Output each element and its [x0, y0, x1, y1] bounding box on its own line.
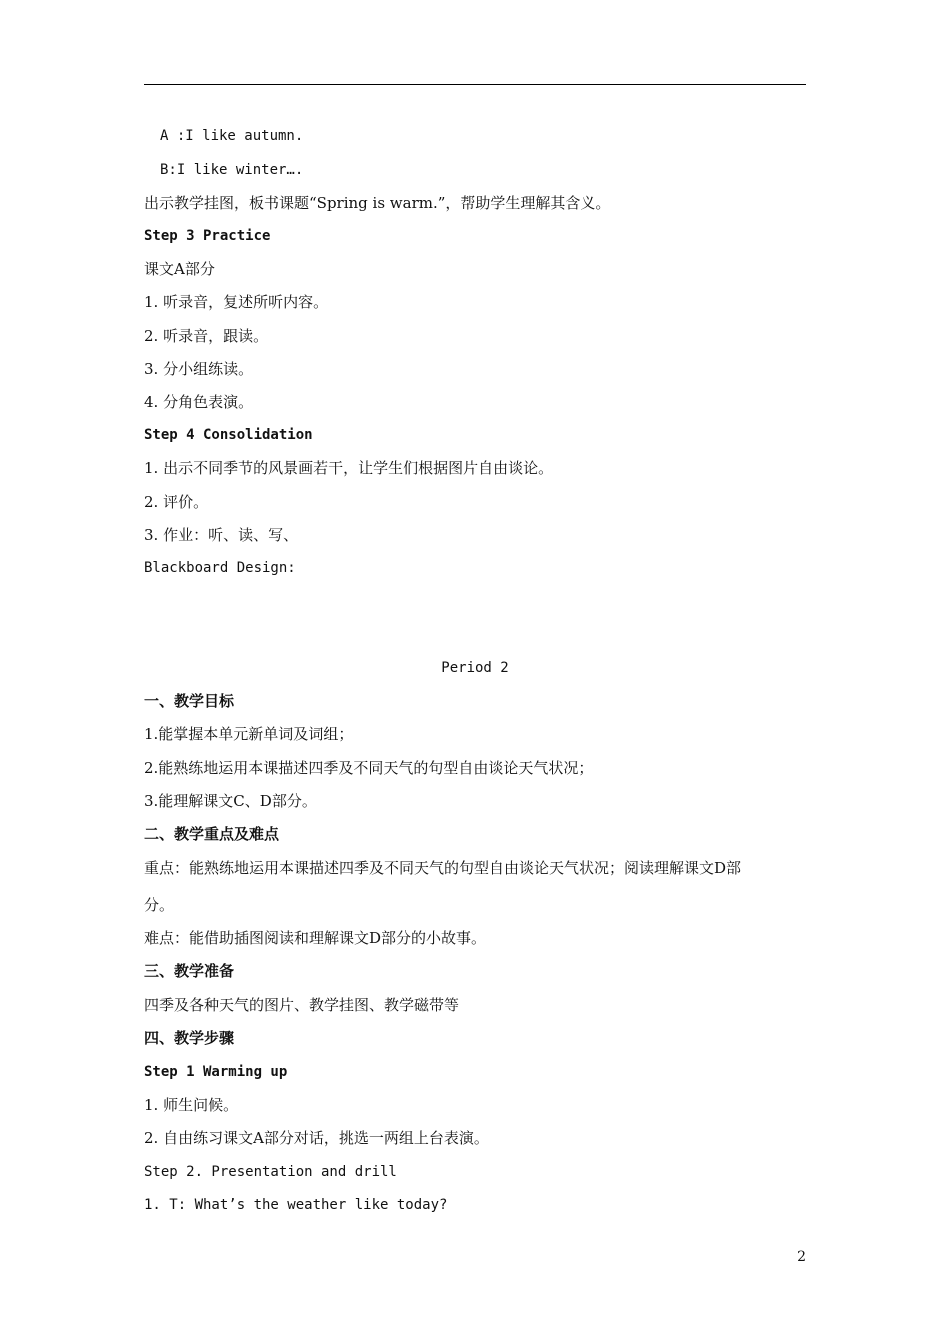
page-number: 2: [797, 1249, 806, 1265]
key-point-text-continued: 分。: [144, 896, 175, 914]
list-item: 1. T: What’s the weather like today?: [144, 1197, 448, 1213]
difficulty-text: 难点：能借助插图阅读和理解课文D部分的小故事。: [144, 929, 487, 947]
section-heading: 三、教学准备: [144, 962, 235, 980]
list-item: 1. 师生问候。: [144, 1096, 239, 1114]
body-text: 四季及各种天气的图片、教学挂图、教学磁带等: [144, 996, 460, 1014]
list-item: 1. 听录音，复述所听内容。: [144, 293, 329, 311]
list-item: 2. 听录音，跟读。: [144, 327, 269, 345]
list-item: 3. 分小组练读。: [144, 360, 254, 378]
list-item: 3. 作业：听、读、写、: [144, 526, 299, 544]
list-item: 2.能熟练地运用本课描述四季及不同天气的句型自由谈论天气状况；: [144, 759, 594, 777]
list-item: 1. 出示不同季节的风景画若干，让学生们根据图片自由谈论。: [144, 459, 554, 477]
step-heading: Step 2. Presentation and drill: [144, 1164, 397, 1180]
section-heading: 一、教学目标: [144, 692, 235, 710]
key-point-text: 重点：能熟练地运用本课描述四季及不同天气的句型自由谈论天气状况；阅读理解课文D部: [144, 859, 742, 877]
section-heading: 二、教学重点及难点: [144, 825, 280, 843]
list-item: 1.能掌握本单元新单词及词组；: [144, 725, 354, 743]
dialogue-line-b: B:I like winter….: [160, 162, 304, 178]
step-heading: Step 3 Practice: [144, 228, 271, 244]
step-heading: Step 1 Warming up: [144, 1064, 288, 1080]
blackboard-design-label: Blackboard Design:: [144, 560, 296, 576]
dialogue-line-a: A :I like autumn.: [160, 128, 304, 144]
body-text: 课文A部分: [144, 260, 215, 278]
header-rule: [144, 84, 806, 85]
body-text: 出示教学挂图，板书课题“Spring is warm.”，帮助学生理解其含义。: [144, 194, 611, 212]
list-item: 3.能理解课文C、D部分。: [144, 792, 317, 810]
section-heading: 四、教学步骤: [144, 1029, 235, 1047]
list-item: 2. 自由练习课文A部分对话，挑选一两组上台表演。: [144, 1129, 489, 1147]
list-item: 4. 分角色表演。: [144, 393, 254, 411]
period-title: Period 2: [441, 660, 509, 676]
list-item: 2. 评价。: [144, 493, 209, 511]
step-heading: Step 4 Consolidation: [144, 427, 313, 443]
